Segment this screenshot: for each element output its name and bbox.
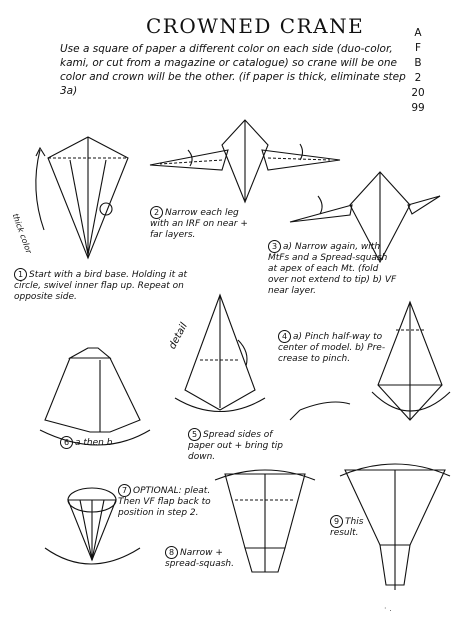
intro-text: Use a square of paper a different color on each side (duo-color, kami, or cut from a magazine or catalogue) so crane will be one color and crown will be the other. (if paper is thick, eliminate step 3a) bbox=[60, 43, 406, 97]
step-text: Spread sides of paper out + bring tip down. bbox=[188, 430, 283, 462]
step1-diagram bbox=[36, 137, 128, 258]
step-text: Narrow each leg with an IRF on near + far layers. bbox=[150, 208, 248, 240]
step-7 bbox=[118, 484, 223, 519]
step-6 bbox=[60, 436, 140, 449]
step-text: a) Narrow again, with MtFs and a Spread-squash at apex of each Mt. (fold over not extend to tip) b) VF near layer. bbox=[268, 242, 397, 296]
step-number: 3 bbox=[268, 240, 281, 253]
step-text: OPTIONAL: pleat. Then VF flap back to position in step 2. bbox=[118, 486, 211, 518]
step-label: a then b bbox=[75, 438, 113, 448]
side-note-line: A bbox=[414, 27, 422, 39]
step-text: Narrow + spread-squash. bbox=[165, 548, 234, 569]
detail-label: detail bbox=[167, 321, 190, 352]
step-4 bbox=[278, 330, 388, 365]
step-3 bbox=[268, 240, 398, 297]
side-note-line: 20 bbox=[411, 87, 425, 99]
side-note-line: B bbox=[414, 57, 422, 69]
side-note-line: 99 bbox=[411, 102, 425, 114]
step-number: 7 bbox=[118, 484, 131, 497]
step-1 bbox=[14, 268, 189, 303]
page-mark: · . bbox=[384, 604, 392, 613]
side-note-line: F bbox=[414, 42, 422, 54]
step-text: Start with a bird base. Holding it at circle, swivel inner flap up. Repeat on opposite side. bbox=[14, 270, 188, 302]
step-number: 2 bbox=[150, 206, 163, 219]
step-8 bbox=[165, 546, 255, 570]
page-title: CROWNED CRANE bbox=[146, 14, 365, 38]
step-number: 8 bbox=[165, 546, 178, 559]
step-9 bbox=[330, 515, 385, 539]
step-number: 4 bbox=[278, 330, 291, 343]
step6-diagram bbox=[40, 348, 150, 445]
step-5 bbox=[188, 428, 298, 463]
step-number: 9 bbox=[330, 515, 343, 528]
step-text: This result. bbox=[330, 517, 364, 538]
step-text: a) Pinch half-way to center of model. b) Pre-crease to pinch. bbox=[278, 332, 386, 364]
step-number: 5 bbox=[188, 428, 201, 441]
step5-diagram bbox=[175, 295, 265, 412]
thick-color-note: thick color bbox=[10, 212, 34, 255]
step2-diagram bbox=[150, 120, 340, 202]
step-number: 1 bbox=[14, 268, 27, 281]
step-2 bbox=[150, 206, 255, 241]
step-number: 6 bbox=[60, 436, 73, 449]
side-note-line: 2 bbox=[414, 72, 422, 84]
